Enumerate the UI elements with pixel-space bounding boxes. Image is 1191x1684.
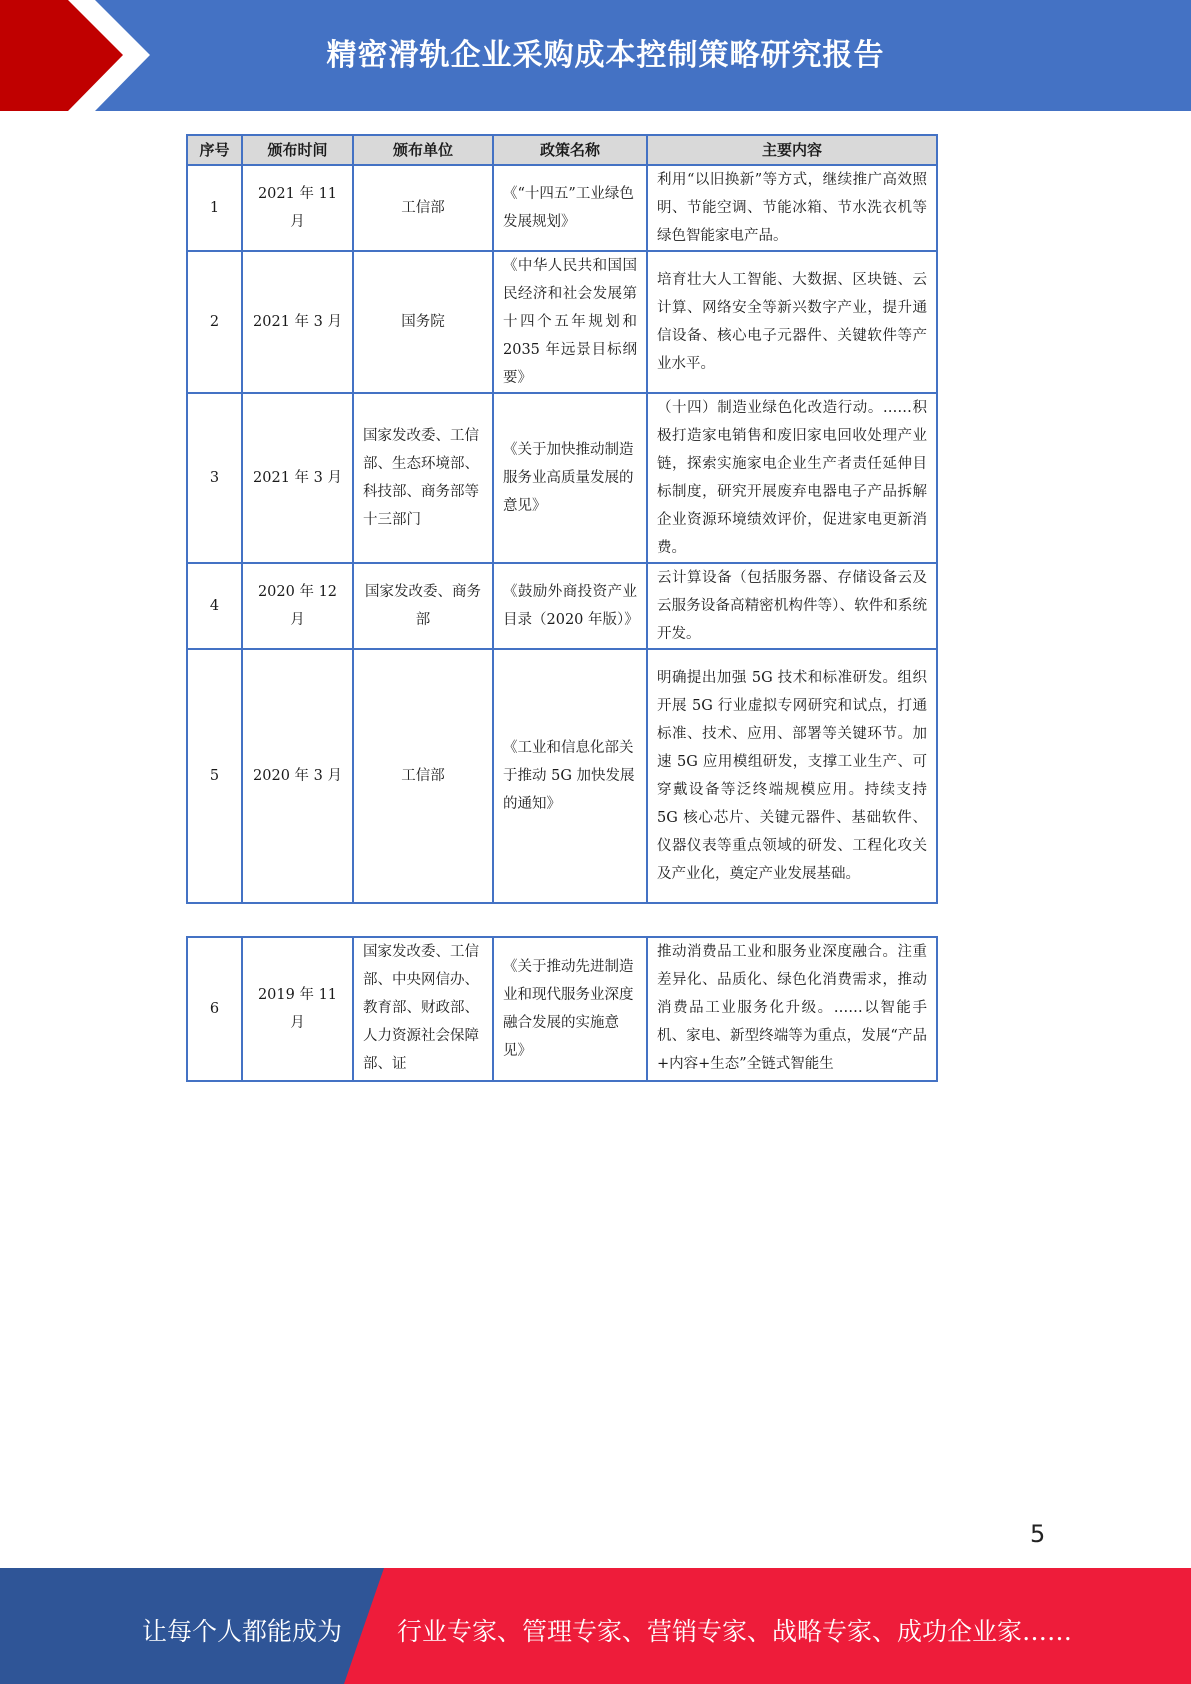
row-org: 国家发改委、商务部 [353, 563, 493, 649]
row-org: 工信部 [353, 165, 493, 251]
row-org: 国务院 [353, 251, 493, 393]
row-date: 2021 年 3 月 [242, 393, 353, 563]
row-content: 云计算设备（包括服务器、存储设备云及云服务设备高精密机构件等）、软件和系统开发。 [647, 563, 937, 649]
table-row [187, 649, 937, 903]
row-content: （十四）制造业绿色化改造行动。……积极打造家电销售和废旧家电回收处理产业链，探索实施家电企业生产者责任延伸目标制度，研究开展废弃电器电子产品拆解企业资源环境绩效评价，促进家电更新消费。 [647, 393, 937, 563]
policy-table-continued [186, 936, 938, 1082]
table-row [187, 937, 937, 1081]
row-index: 1 [187, 165, 242, 251]
footer-slogan-list: 行业专家、管理专家、营销专家、战略专家、成功企业家…… [397, 1617, 1073, 1646]
table-row [187, 563, 937, 649]
row-index: 2 [187, 251, 242, 393]
row-index: 3 [187, 393, 242, 563]
page-number: 5 [1030, 1520, 1046, 1548]
table-header-row [187, 135, 937, 165]
policy-table [186, 134, 938, 904]
row-index: 4 [187, 563, 242, 649]
row-policy: 《中华人民共和国国民经济和社会发展第十四个五年规划和 2035 年远景目标纲要》 [493, 251, 647, 393]
row-index: 5 [187, 649, 242, 903]
row-policy: 《鼓励外商投资产业目录（2020 年版）》 [493, 563, 647, 649]
row-org: 国家发改委、工信部、中央网信办、教育部、财政部、人力资源社会保障部、证 [353, 937, 493, 1081]
row-content: 培育壮大人工智能、大数据、区块链、云计算、网络安全等新兴数字产业，提升通信设备、核心电子元器件、关键软件等产业水平。 [647, 251, 937, 393]
page-footer [0, 1568, 1191, 1684]
row-policy: 《工业和信息化部关于推动 5G 加快发展的通知》 [493, 649, 647, 903]
row-content: 明确提出加强 5G 技术和标准研发。组织开展 5G 行业虚拟专网研究和试点，打通标准、技术、应用、部署等关键环节。加速 5G 应用模组研发，支撑工业生产、可穿戴设备等泛终端规模应用。持续支持 5G 核心芯片、关键元器件、基础软件、仪器仪表等重点领域的研发、工程化攻关及产业化，奠定产业发展基础。 [647, 649, 937, 903]
row-date: 2019 年 11 月 [242, 937, 353, 1081]
row-policy: 《“十四五”工业绿色发展规划》 [493, 165, 647, 251]
footer-slogan-lead: 让每个人都能成为 [142, 1617, 343, 1646]
table-row [187, 251, 937, 393]
row-date: 2021 年 3 月 [242, 251, 353, 393]
column-header-index: 序号 [187, 135, 242, 165]
row-date: 2021 年 11 月 [242, 165, 353, 251]
document-title: 精密滑轨企业采购成本控制策略研究报告 [326, 38, 885, 73]
column-header-date: 颁布时间 [242, 135, 353, 165]
table-row [187, 165, 937, 251]
row-policy: 《关于推动先进制造业和现代服务业深度融合发展的实施意见》 [493, 937, 647, 1081]
page-header [0, 0, 1191, 111]
row-org: 工信部 [353, 649, 493, 903]
column-header-content: 主要内容 [647, 135, 937, 165]
table-row [187, 393, 937, 563]
row-date: 2020 年 12 月 [242, 563, 353, 649]
row-org: 国家发改委、工信部、生态环境部、科技部、商务部等十三部门 [353, 393, 493, 563]
row-date: 2020 年 3 月 [242, 649, 353, 903]
row-index: 6 [187, 937, 242, 1081]
row-policy: 《关于加快推动制造服务业高质量发展的意见》 [493, 393, 647, 563]
row-content: 推动消费品工业和服务业深度融合。注重差异化、品质化、绿色化消费需求，推动消费品工业服务化升级。……以智能手机、家电、新型终端等为重点，发展“产品+内容+生态”全链式智能生 [647, 937, 937, 1081]
column-header-org: 颁布单位 [353, 135, 493, 165]
row-content: 利用“以旧换新”等方式，继续推广高效照明、节能空调、节能冰箱、节水洗衣机等绿色智能家电产品。 [647, 165, 937, 251]
column-header-policy: 政策名称 [493, 135, 647, 165]
